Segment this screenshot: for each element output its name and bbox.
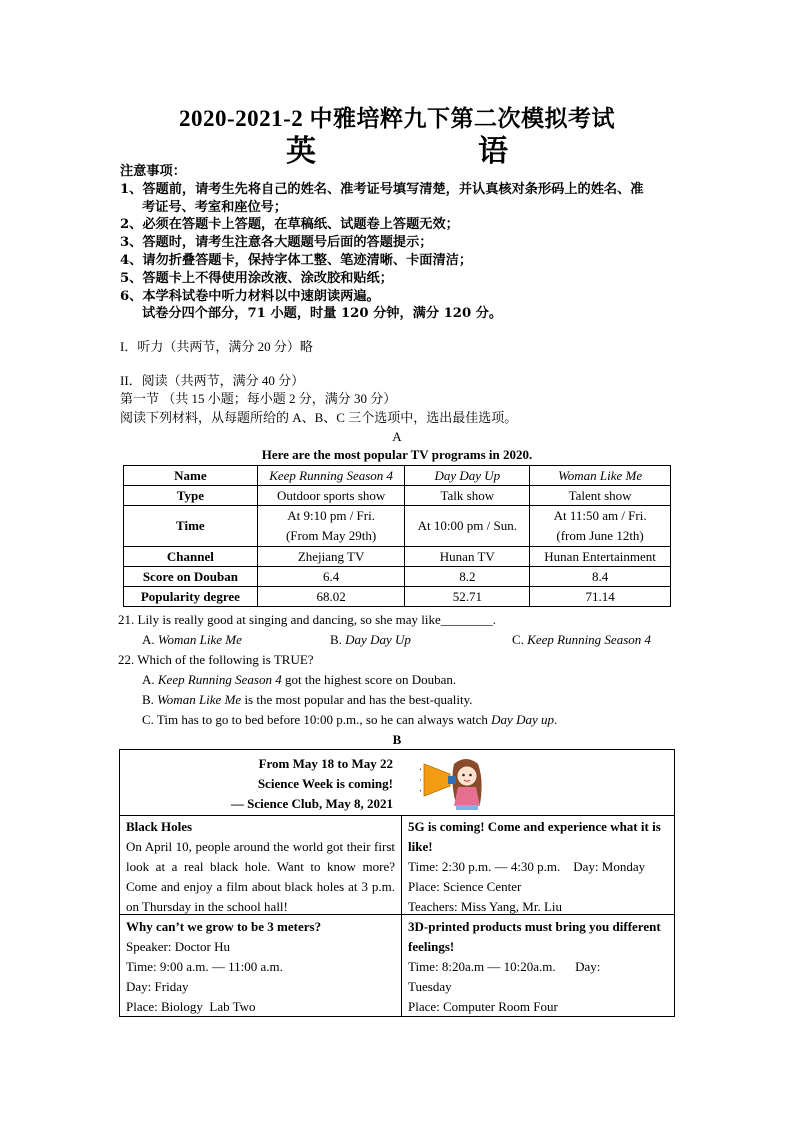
cell-line: Time: 2:30 p.m. — 4:30 p.m. Day: Monday [408, 859, 646, 874]
notice-headline: Science Week is coming! [257, 776, 393, 791]
q21-option-b: B. Day Day Up [330, 632, 411, 647]
exam-notes [120, 163, 644, 323]
row-label: Channel [124, 547, 258, 567]
q22-option-c: C. Tim has to go to bed before 10:00 p.m., so he can always watch Day Day up. [142, 712, 558, 727]
cell-title: Why can’t we grow to be 3 meters? [126, 919, 322, 934]
table-row [124, 567, 671, 587]
program-score: 8.2 [405, 567, 530, 587]
row-label: Name [124, 466, 258, 486]
5g-cell [408, 817, 670, 917]
girl-megaphone-illustration [420, 754, 500, 814]
question-21-stem: 21. Lily is really good at singing and dancing, so she may like________. [118, 612, 497, 627]
program-popularity: 52.71 [405, 587, 530, 607]
cell-line: Place: Science Center [408, 879, 522, 894]
row-label: Score on Douban [124, 567, 258, 587]
cell-line: Speaker: Doctor Hu [126, 939, 230, 954]
program-type: Talk show [405, 486, 530, 506]
passage-a-label: A [392, 429, 402, 444]
program-name: Woman Like Me [530, 466, 671, 486]
table-row [124, 486, 671, 506]
notice-header [120, 750, 674, 816]
cell-line: Teachers: Miss Yang, Mr. Liu [408, 899, 563, 914]
part2-heading: II．阅读（共两节，满分 40 分） [120, 373, 305, 388]
program-channel: Hunan TV [405, 547, 530, 567]
cell-line: Tuesday [408, 979, 452, 994]
program-score: 6.4 [257, 567, 405, 587]
program-channel: Hunan Entertainment [530, 547, 671, 567]
row-label: Popularity degree [124, 587, 258, 607]
program-name: Day Day Up [405, 466, 530, 486]
program-time: At 10:00 pm / Sun. [405, 506, 530, 547]
q22-option-a: A. Keep Running Season 4 got the highest score on Douban. [142, 672, 457, 687]
q21-option-c: C. Keep Running Season 4 [512, 632, 652, 647]
program-popularity: 68.02 [257, 587, 405, 607]
grow-3-meters-cell [126, 917, 395, 1017]
row-label: Time [124, 506, 258, 547]
table-row [124, 587, 671, 607]
program-popularity: 71.14 [530, 587, 671, 607]
notice-signature: — Science Club, May 8, 2021 [230, 796, 393, 811]
q21-option-a: A. Woman Like Me [142, 632, 242, 647]
note-item: 6、本学科试卷中听力材料以中速朗读两遍。 [120, 288, 380, 304]
cell-line: Time: 8:20a.m — 10:20a.m. Day: [408, 959, 601, 974]
notice-header-text [231, 754, 393, 814]
program-channel: Zhejiang TV [257, 547, 405, 567]
tv-programs-table [123, 465, 671, 607]
reading-instruction: 阅读下列材料，从每题所给的 A、B、C 三个选项中，选出最佳选项。 [120, 410, 518, 425]
table-row [124, 506, 671, 547]
cell-title: Black Holes [126, 819, 193, 834]
passage-b-label: B [392, 732, 402, 747]
notice-dates: From May 18 to May 22 [258, 756, 393, 771]
row-label: Type [124, 486, 258, 506]
table-row [124, 466, 671, 486]
black-holes-cell [126, 817, 395, 917]
cell-title: 3D-printed products must bring you different feelings! [408, 919, 661, 954]
cell-line: Place: Biology Lab Two [126, 999, 256, 1014]
program-score: 8.4 [530, 567, 671, 587]
cell-line: Day: Friday [126, 979, 189, 994]
note-item: 1、答题前，请考生先将自己的姓名、准考证号填写清楚，并认真核对条形码上的姓名、准 [120, 181, 644, 197]
table-row [124, 547, 671, 567]
question-22-stem: 22. Which of the following is TRUE? [118, 652, 314, 667]
note-item: 试卷分四个部分，71 小题，时量 120 分钟，满分 120 分。 [142, 306, 503, 322]
note-item: 5、答题卡上不得使用涂改液、涂改胶和贴纸； [120, 270, 393, 286]
program-name: Keep Running Season 4 [257, 466, 405, 486]
3d-printed-cell [408, 917, 670, 1017]
exam-title: 2020-2021-2 中雅培粹九下第二次模拟考试 [178, 106, 616, 131]
program-type: Outdoor sports show [257, 486, 405, 506]
program-type: Talent show [530, 486, 671, 506]
note-item: 考证号、考室和座位号； [142, 199, 288, 215]
cell-title: 5G is coming! Come and experience what it is like! [408, 819, 661, 854]
part1-heading: I．听力（共两节，满分 20 分）略 [120, 339, 313, 354]
program-time: At 9:10 pm / Fri. (From May 29th) [257, 506, 405, 547]
q22-option-b: B. Woman Like Me is the most popular and has the best-quality. [142, 692, 473, 707]
science-week-notice [119, 749, 675, 1017]
note-item: 3、答题时，请考生注意各大题题号后面的答题提示； [120, 235, 433, 251]
cell-body: On April 10, people around the world got their first look at a real black hole. Want to know more? Come and enjoy a film about black holes at 3 p.m. on Thursday in the school hall! [126, 839, 395, 914]
section1-heading: 第一节 （共 15 小题；每小题 2 分，满分 30 分） [120, 391, 397, 406]
cell-line: Place: Computer Room Four [408, 999, 558, 1014]
program-time: At 11:50 am / Fri. (from June 12th) [530, 506, 671, 547]
note-item: 2、必须在答题卡上答题，在草稿纸、试题卷上答题无效； [120, 217, 459, 233]
cell-line: Time: 9:00 a.m. — 11:00 a.m. [126, 959, 283, 974]
notes-heading: 注意事项： [120, 164, 186, 179]
note-item: 4、请勿折叠答题卡，保持字体工整、笔迹清晰、卡面清洁； [120, 252, 473, 268]
subject-title: 英 语 [286, 135, 542, 168]
cell-divider-vertical [401, 815, 402, 1016]
passage-a-heading: Here are the most popular TV programs in 2020. [261, 447, 533, 462]
